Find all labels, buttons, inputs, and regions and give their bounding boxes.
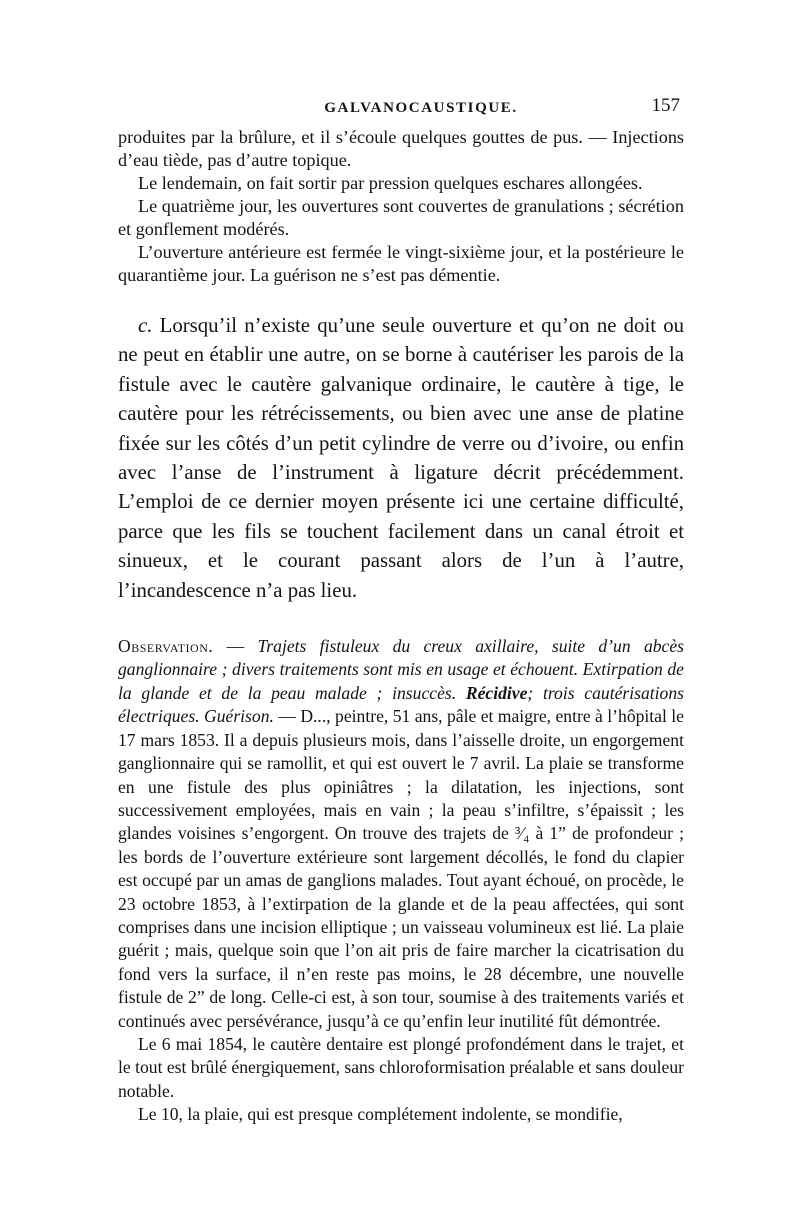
running-header xyxy=(118,92,684,122)
paragraph-6-mai: Le 6 mai 1854, le cautère dentaire est plongé profondément dans le trajet, et le tout est brûlé énergiquement, sans chloroformisation préalable et sans douleur notable. xyxy=(118,1033,684,1101)
paragraph-quatrieme-jour: Le quatrième jour, les ouvertures sont couvertes de granulations ; sécrétion et gonflement modérés. xyxy=(118,196,684,239)
observation-title-2: ; trois cautérisations électriques. xyxy=(118,682,684,727)
observation-dash: — xyxy=(213,636,258,657)
observation-body: — D..., peintre, 51 ans, pâle et maigre, entre à l’hôpital le 17 mars 1853. Il a depuis plusieurs mois, dans l’aisselle droite, un engorgement ganglionnaire qui se ramollit, et qui est ouvert le 7 avril. La plaie se transforme en une fistule des plus opiniâtres ; la dilatation, les injections, sont successivement employées, mais en vain ; la peau s’infiltre, s’épaissit ; les glandes voisines s’engorgent. On trouve des trajets de ³⁄₄ à 1” de profondeur ; les bords de l’ouverture extérieure sont largement décollés, le fond du clapier est occupé par un amas de ganglions malades. Tout ayant échoué, on procède, le 23 octobre 1853, à l’extirpation de la glande et de la peau affectées, qui sont comprises dans une incision elliptique ; un vaisseau volumineux est lié. La plaie guérit ; mais, quelque soin que l’on ait pris de faire marcher la cicatrisation du fond vers la surface, il n’en reste pas moins, le 28 décembre, une nouvelle fistule de 2” de long. Celle-ci est, à son tour, soumise à des traitements variés et continués avec persévérance, jusqu’à ce qu’enfin leur inutilité fût démontrée. xyxy=(118,706,684,1031)
page-number: 157 xyxy=(651,95,680,116)
book-page xyxy=(118,92,684,1127)
running-title: GALVANOCAUSTIQUE. xyxy=(324,100,518,116)
observation-title: Trajets fistuleux du creux axillaire, suite d’un abcès ganglionnaire ; divers traitements sont mis en usage et échouent. Extirpation de la glande et de la peau malade ; insuccès. xyxy=(118,636,684,703)
section-c-label: c. xyxy=(138,314,153,337)
observation-lead: Observation. xyxy=(118,636,214,657)
observation-paragraph xyxy=(118,635,684,1033)
section-c-paragraph xyxy=(118,311,684,605)
section-c-text: Lorsqu’il n’existe qu’une seule ouverture et qu’on ne doit ou ne peut en établir une autre, on se borne à cautériser les parois de la fistule avec le cautère galvanique ordinaire, le cautère à tige, le cautère pour les rétrécissements, ou bien avec une anse de platine fixée sur les côtés d’un petit cylindre de verre ou d’ivoire, ou enfin avec l’anse de l’instrument à ligature décrit précédemment. L’emploi de ce dernier moyen présente ici une certaine difficulté, parce que les fils se touchent facilement dans un canal étroit et sinueux, et le courant passant alors de l’un à l’autre, l’incandescence n’a pas lieu. xyxy=(118,314,684,602)
paragraph-continuation: produites par la brûlure, et il s’écoule quelques gouttes de pus. — Injections d’eau tiède, pas d’autre topique. xyxy=(118,127,684,170)
paragraph-ouverture: L’ouverture antérieure est fermée le vingt-sixième jour, et la postérieure le quarantième jour. La guérison ne s’est pas démentie. xyxy=(118,242,684,285)
observation-guerison: Guérison. xyxy=(204,706,274,727)
paragraph-le-10: Le 10, la plaie, qui est presque complétement indolente, se mondifie, xyxy=(138,1104,623,1125)
observation-recidive: Récidive xyxy=(465,682,528,703)
paragraph-lendemain: Le lendemain, on fait sortir par pression quelques eschares allongées. xyxy=(138,173,643,193)
